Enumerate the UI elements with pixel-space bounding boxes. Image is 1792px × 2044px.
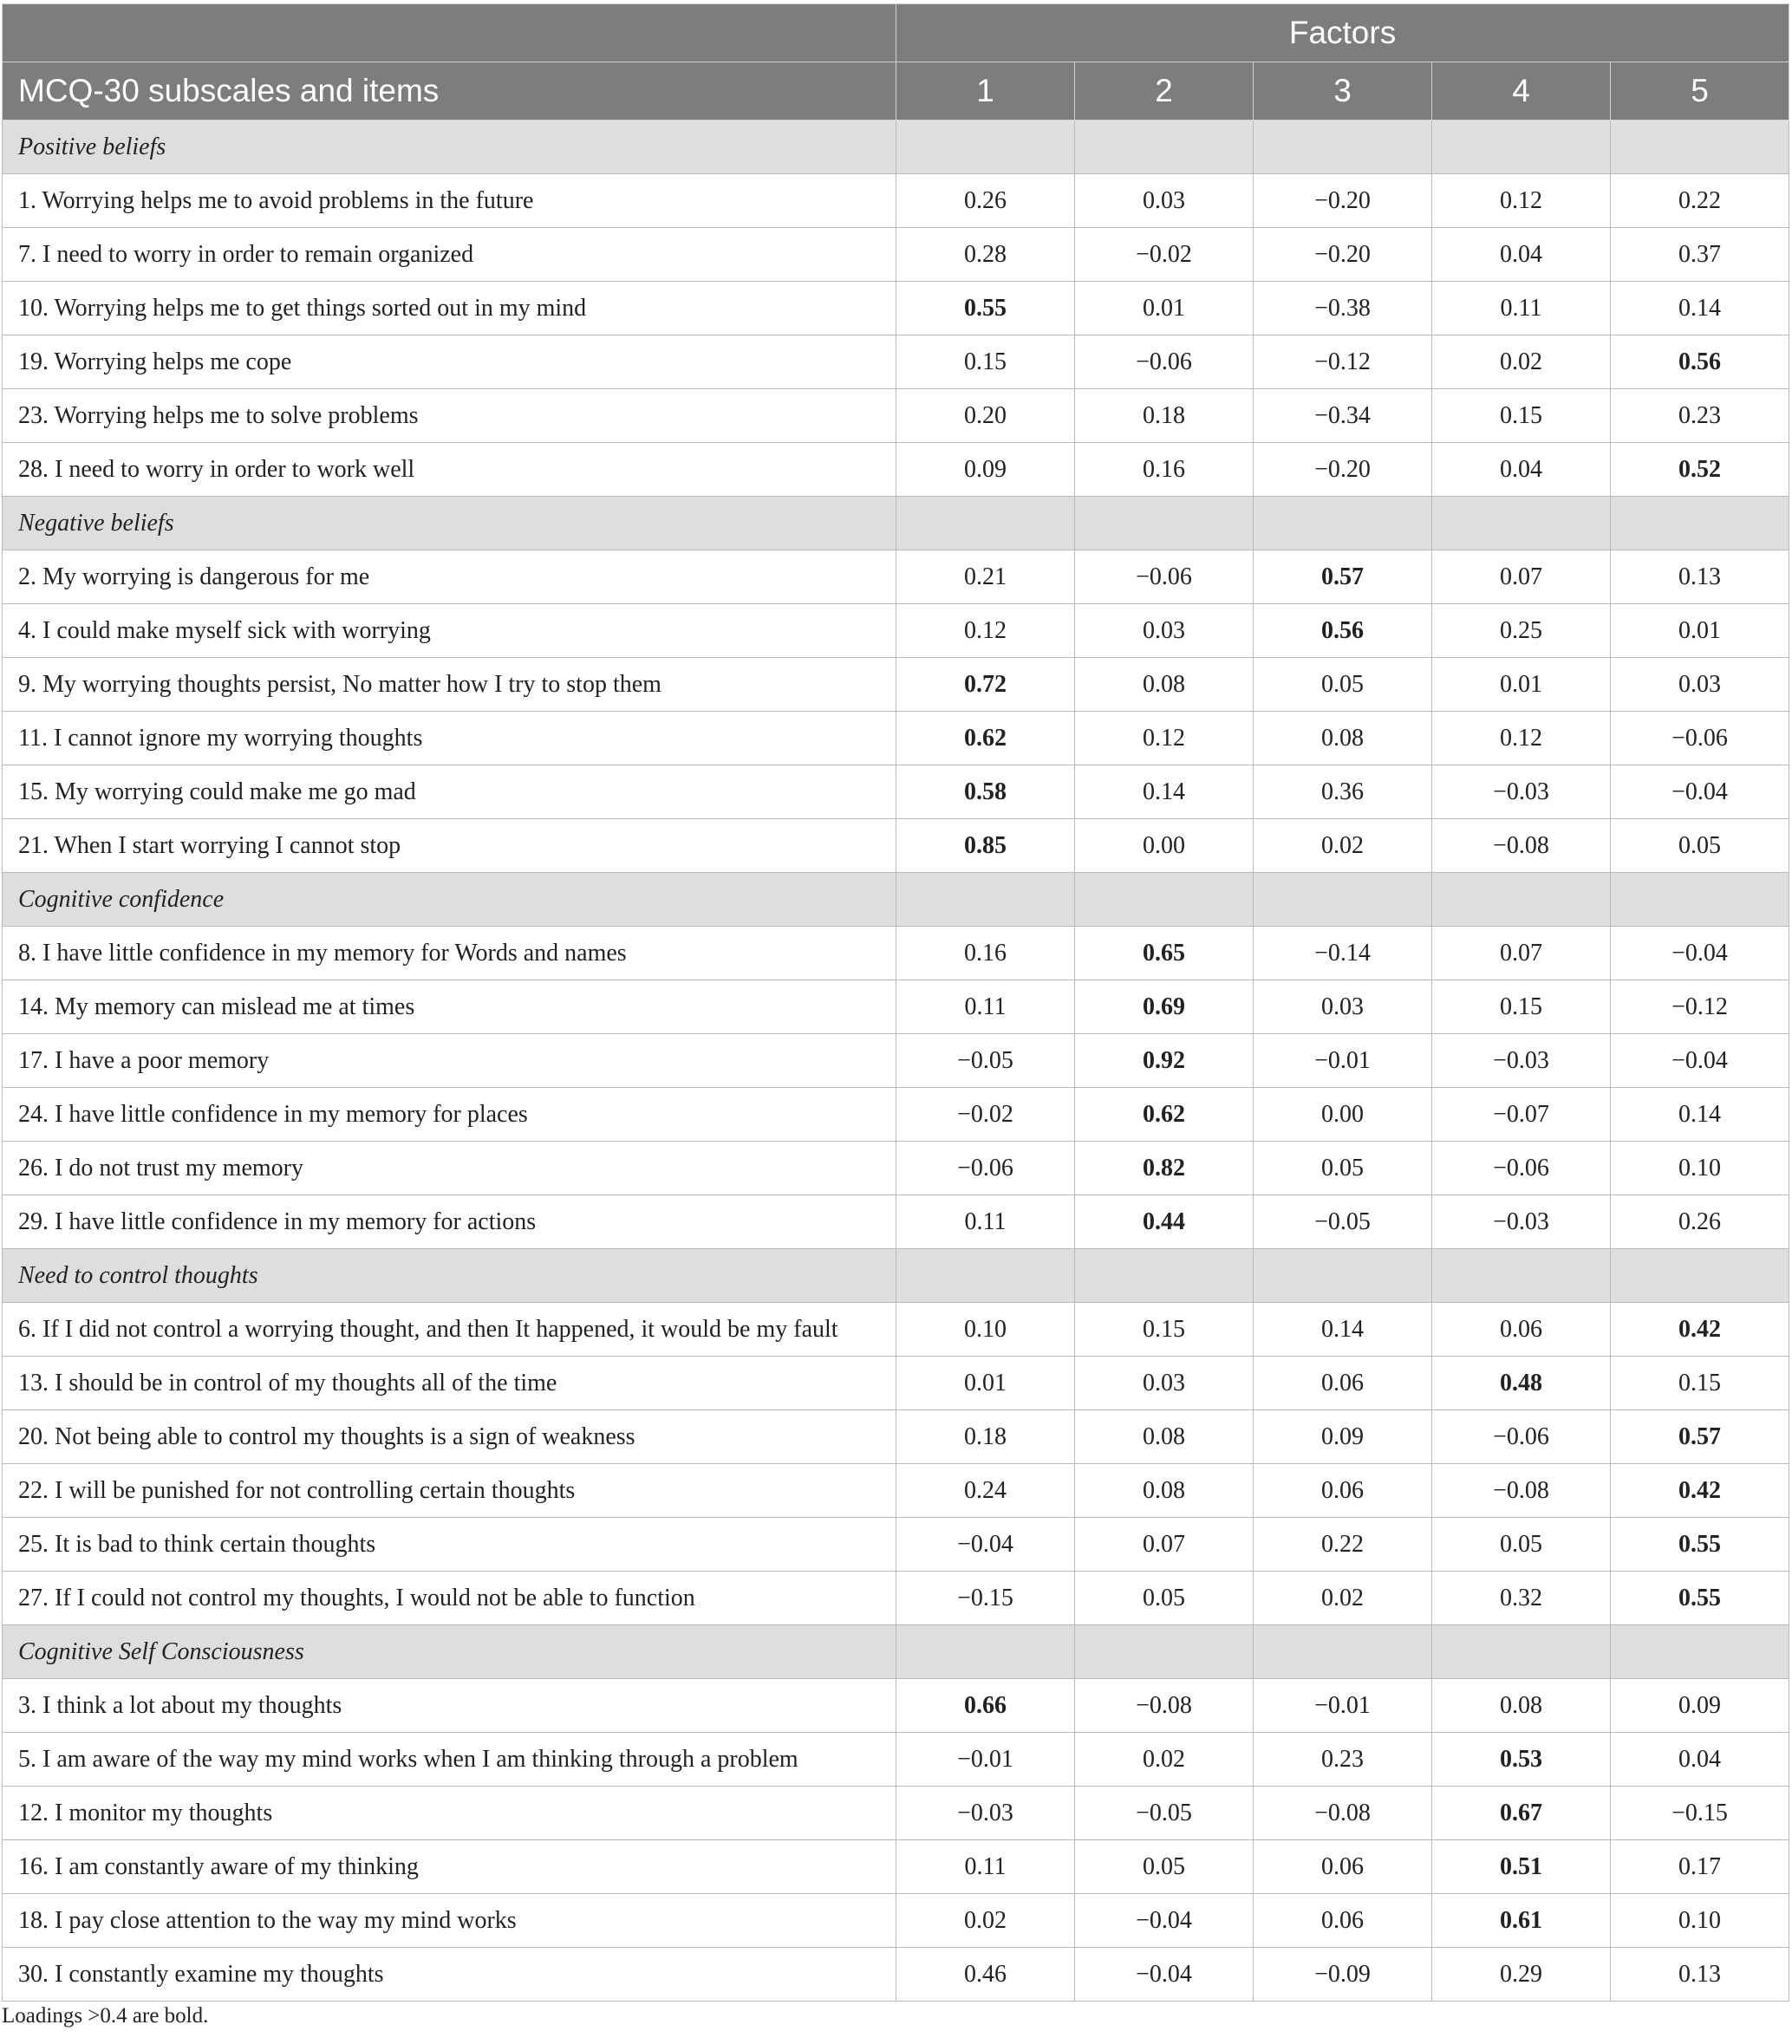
section-empty-cell [1611,1249,1789,1303]
loading-value-factor-4: 0.08 [1432,1679,1611,1733]
loading-value-factor-2: 0.08 [1075,1464,1254,1518]
loading-value-factor-5: 0.01 [1611,604,1789,658]
section-empty-cell [1254,873,1432,927]
item-text: 28. I need to worry in order to work well [3,443,896,497]
table-row [3,1142,1789,1195]
item-text: 12. I monitor my thoughts [3,1787,896,1840]
section-empty-cell [1611,120,1789,174]
loading-value-factor-2: 0.08 [1075,1410,1254,1464]
item-text: 13. I should be in control of my thoughts all of the time [3,1357,896,1410]
loadings-table-container [2,3,1789,2002]
table-row [3,658,1789,712]
loading-value-factor-1: −0.03 [896,1787,1075,1840]
loading-value-factor-1: 0.20 [896,389,1075,443]
loading-value-factor-4: 0.12 [1432,174,1611,228]
item-text: 7. I need to worry in order to remain organized [3,228,896,282]
loading-value-factor-2: 0.18 [1075,389,1254,443]
table-row [3,1518,1789,1572]
loading-value-factor-4: 0.07 [1432,550,1611,604]
section-empty-cell [1254,1249,1432,1303]
item-text: 30. I constantly examine my thoughts [3,1948,896,2002]
loading-value-factor-1: 0.55 [896,282,1075,335]
loading-value-factor-2: 0.07 [1075,1518,1254,1572]
item-text: 3. I think a lot about my thoughts [3,1679,896,1733]
loading-value-factor-3: −0.14 [1254,927,1432,980]
section-row [3,497,1789,550]
loading-value-factor-1: 0.46 [896,1948,1075,2002]
loading-value-factor-4: −0.08 [1432,1464,1611,1518]
loading-value-factor-1: 0.66 [896,1679,1075,1733]
loading-value-factor-4: −0.06 [1432,1410,1611,1464]
section-empty-cell [1075,1625,1254,1679]
table-header [3,4,1789,120]
section-title: Positive beliefs [3,120,896,174]
loading-value-factor-1: 0.16 [896,927,1075,980]
loading-value-factor-3: 0.22 [1254,1518,1432,1572]
loading-value-factor-4: 0.06 [1432,1303,1611,1357]
loading-value-factor-5: 0.04 [1611,1733,1789,1787]
section-empty-cell [1432,497,1611,550]
table-row [3,389,1789,443]
loading-value-factor-1: −0.02 [896,1088,1075,1142]
loading-value-factor-3: −0.09 [1254,1948,1432,2002]
loading-value-factor-2: 0.62 [1075,1088,1254,1142]
loading-value-factor-5: 0.10 [1611,1894,1789,1948]
item-text: 14. My memory can mislead me at times [3,980,896,1034]
table-row [3,1357,1789,1410]
loading-value-factor-1: −0.01 [896,1733,1075,1787]
section-row [3,120,1789,174]
section-title: Cognitive Self Consciousness [3,1625,896,1679]
section-empty-cell [1432,873,1611,927]
loading-value-factor-3: 0.06 [1254,1464,1432,1518]
header-blank-cell [3,4,896,62]
table-row [3,604,1789,658]
section-empty-cell [1075,873,1254,927]
loading-value-factor-2: −0.02 [1075,228,1254,282]
item-text: 15. My worrying could make me go mad [3,765,896,819]
loading-value-factor-5: 0.26 [1611,1195,1789,1249]
item-text: 22. I will be punished for not controlling certain thoughts [3,1464,896,1518]
loading-value-factor-5: 0.17 [1611,1840,1789,1894]
item-text: 27. If I could not control my thoughts, I would not be able to function [3,1572,896,1625]
loading-value-factor-1: 0.15 [896,335,1075,389]
loading-value-factor-5: 0.03 [1611,658,1789,712]
table-body [3,120,1789,2002]
item-text: 23. Worrying helps me to solve problems [3,389,896,443]
item-text: 6. If I did not control a worrying thought, and then It happened, it would be my fault [3,1303,896,1357]
loading-value-factor-3: −0.38 [1254,282,1432,335]
item-text: 2. My worrying is dangerous for me [3,550,896,604]
item-text: 26. I do not trust my memory [3,1142,896,1195]
loading-value-factor-3: −0.20 [1254,174,1432,228]
loading-value-factor-2: 0.02 [1075,1733,1254,1787]
table-row [3,550,1789,604]
loading-value-factor-3: −0.08 [1254,1787,1432,1840]
loading-value-factor-2: 0.14 [1075,765,1254,819]
table-row [3,927,1789,980]
loading-value-factor-3: 0.56 [1254,604,1432,658]
loading-value-factor-3: 0.08 [1254,712,1432,765]
loading-value-factor-2: 0.16 [1075,443,1254,497]
loading-value-factor-3: 0.14 [1254,1303,1432,1357]
loading-value-factor-5: 0.42 [1611,1303,1789,1357]
loading-value-factor-3: −0.20 [1254,443,1432,497]
loading-value-factor-2: 0.03 [1075,1357,1254,1410]
loading-value-factor-4: 0.05 [1432,1518,1611,1572]
loading-value-factor-1: 0.21 [896,550,1075,604]
item-text: 9. My worrying thoughts persist, No matter how I try to stop them [3,658,896,712]
loading-value-factor-2: −0.04 [1075,1948,1254,2002]
loading-value-factor-5: 0.56 [1611,335,1789,389]
section-row [3,1249,1789,1303]
loading-value-factor-3: 0.05 [1254,1142,1432,1195]
loading-value-factor-2: 0.92 [1075,1034,1254,1088]
loading-value-factor-1: 0.85 [896,819,1075,873]
loading-value-factor-5: 0.09 [1611,1679,1789,1733]
table-row [3,1303,1789,1357]
loading-value-factor-1: 0.01 [896,1357,1075,1410]
loading-value-factor-1: 0.02 [896,1894,1075,1948]
loading-value-factor-3: 0.02 [1254,819,1432,873]
item-text: 25. It is bad to think certain thoughts [3,1518,896,1572]
section-empty-cell [896,120,1075,174]
section-title: Need to control thoughts [3,1249,896,1303]
section-empty-cell [1254,1625,1432,1679]
loading-value-factor-1: 0.62 [896,712,1075,765]
loading-value-factor-5: −0.15 [1611,1787,1789,1840]
section-empty-cell [1254,497,1432,550]
loading-value-factor-5: 0.55 [1611,1572,1789,1625]
loading-value-factor-5: −0.04 [1611,765,1789,819]
header-row-factors [3,4,1789,62]
loading-value-factor-5: −0.12 [1611,980,1789,1034]
factor-1-header: 1 [896,62,1075,120]
table-row [3,174,1789,228]
factor-loadings-table [2,3,1789,2002]
loading-value-factor-5: 0.42 [1611,1464,1789,1518]
loading-value-factor-1: 0.12 [896,604,1075,658]
loading-value-factor-5: 0.14 [1611,1088,1789,1142]
loading-value-factor-4: 0.07 [1432,927,1611,980]
loading-value-factor-4: 0.53 [1432,1733,1611,1787]
section-empty-cell [1075,120,1254,174]
loading-value-factor-5: 0.13 [1611,1948,1789,2002]
table-row [3,1787,1789,1840]
item-text: 1. Worrying helps me to avoid problems in the future [3,174,896,228]
loading-value-factor-5: 0.15 [1611,1357,1789,1410]
loading-value-factor-1: −0.15 [896,1572,1075,1625]
loading-value-factor-1: −0.04 [896,1518,1075,1572]
table-row [3,1948,1789,2002]
section-empty-cell [1611,497,1789,550]
table-row [3,1034,1789,1088]
loading-value-factor-4: 0.67 [1432,1787,1611,1840]
section-empty-cell [896,1625,1075,1679]
loading-value-factor-2: 0.12 [1075,712,1254,765]
loading-value-factor-3: 0.23 [1254,1733,1432,1787]
loading-value-factor-1: 0.24 [896,1464,1075,1518]
loading-value-factor-2: 0.69 [1075,980,1254,1034]
loading-value-factor-4: 0.15 [1432,389,1611,443]
loading-value-factor-4: 0.12 [1432,712,1611,765]
loading-value-factor-4: −0.08 [1432,819,1611,873]
loading-value-factor-2: −0.06 [1075,550,1254,604]
loading-value-factor-4: −0.03 [1432,1195,1611,1249]
table-row [3,819,1789,873]
table-row [3,1195,1789,1249]
loading-value-factor-4: 0.25 [1432,604,1611,658]
section-row [3,873,1789,927]
loading-value-factor-5: −0.04 [1611,1034,1789,1088]
loading-value-factor-1: 0.09 [896,443,1075,497]
table-row [3,1410,1789,1464]
loading-value-factor-5: 0.55 [1611,1518,1789,1572]
table-row [3,1464,1789,1518]
factors-header: Factors [896,4,1789,62]
loading-value-factor-4: 0.11 [1432,282,1611,335]
loading-value-factor-3: 0.03 [1254,980,1432,1034]
loading-value-factor-3: −0.12 [1254,335,1432,389]
loading-value-factor-5: 0.57 [1611,1410,1789,1464]
loading-value-factor-5: 0.05 [1611,819,1789,873]
loading-value-factor-4: 0.32 [1432,1572,1611,1625]
item-text: 21. When I start worrying I cannot stop [3,819,896,873]
section-empty-cell [1075,497,1254,550]
loading-value-factor-2: 0.05 [1075,1572,1254,1625]
loading-value-factor-5: 0.14 [1611,282,1789,335]
loading-value-factor-2: 0.05 [1075,1840,1254,1894]
item-text: 16. I am constantly aware of my thinking [3,1840,896,1894]
section-empty-cell [1432,1625,1611,1679]
loading-value-factor-2: 0.01 [1075,282,1254,335]
table-row [3,228,1789,282]
table-row [3,282,1789,335]
loading-value-factor-3: −0.20 [1254,228,1432,282]
loading-value-factor-1: 0.10 [896,1303,1075,1357]
loading-value-factor-4: 0.51 [1432,1840,1611,1894]
loading-value-factor-4: 0.01 [1432,658,1611,712]
section-empty-cell [1611,1625,1789,1679]
loading-value-factor-1: 0.28 [896,228,1075,282]
loading-value-factor-5: 0.22 [1611,174,1789,228]
loading-value-factor-4: 0.02 [1432,335,1611,389]
loading-value-factor-2: 0.82 [1075,1142,1254,1195]
loading-value-factor-5: 0.13 [1611,550,1789,604]
item-text: 29. I have little confidence in my memory for actions [3,1195,896,1249]
section-empty-cell [896,1249,1075,1303]
item-text: 5. I am aware of the way my mind works when I am thinking through a problem [3,1733,896,1787]
loading-value-factor-5: −0.04 [1611,927,1789,980]
loading-value-factor-5: 0.37 [1611,228,1789,282]
factor-4-header: 4 [1432,62,1611,120]
loading-value-factor-2: 0.15 [1075,1303,1254,1357]
loading-value-factor-1: 0.11 [896,1840,1075,1894]
table-row [3,1088,1789,1142]
loading-value-factor-1: 0.58 [896,765,1075,819]
loading-value-factor-2: −0.05 [1075,1787,1254,1840]
loading-value-factor-4: 0.29 [1432,1948,1611,2002]
item-text: 4. I could make myself sick with worrying [3,604,896,658]
loading-value-factor-4: −0.03 [1432,765,1611,819]
item-text: 20. Not being able to control my thoughts is a sign of weakness [3,1410,896,1464]
table-row [3,1894,1789,1948]
item-text: 11. I cannot ignore my worrying thoughts [3,712,896,765]
loading-value-factor-3: −0.05 [1254,1195,1432,1249]
item-column-header: MCQ-30 subscales and items [3,62,896,120]
section-empty-cell [896,497,1075,550]
loading-value-factor-3: 0.06 [1254,1894,1432,1948]
table-row [3,765,1789,819]
item-text: 24. I have little confidence in my memory for places [3,1088,896,1142]
loading-value-factor-2: −0.04 [1075,1894,1254,1948]
loading-value-factor-3: 0.06 [1254,1357,1432,1410]
loading-value-factor-2: 0.65 [1075,927,1254,980]
header-row-columns [3,62,1789,120]
loading-value-factor-3: 0.09 [1254,1410,1432,1464]
table-row [3,443,1789,497]
table-row [3,1572,1789,1625]
loading-value-factor-4: −0.06 [1432,1142,1611,1195]
table-row [3,1733,1789,1787]
loading-value-factor-4: 0.04 [1432,228,1611,282]
factor-5-header: 5 [1611,62,1789,120]
section-empty-cell [896,873,1075,927]
loading-value-factor-2: −0.06 [1075,335,1254,389]
section-empty-cell [1611,873,1789,927]
table-row [3,1679,1789,1733]
loading-value-factor-5: 0.52 [1611,443,1789,497]
item-text: 8. I have little confidence in my memory for Words and names [3,927,896,980]
factor-3-header: 3 [1254,62,1432,120]
loading-value-factor-3: 0.00 [1254,1088,1432,1142]
loading-value-factor-2: 0.00 [1075,819,1254,873]
loading-value-factor-1: 0.18 [896,1410,1075,1464]
loading-value-factor-2: 0.03 [1075,604,1254,658]
loading-value-factor-4: −0.03 [1432,1034,1611,1088]
section-title: Cognitive confidence [3,873,896,927]
loading-value-factor-2: −0.08 [1075,1679,1254,1733]
loading-value-factor-4: 0.61 [1432,1894,1611,1948]
table-row [3,1840,1789,1894]
loading-value-factor-2: 0.03 [1075,174,1254,228]
loading-value-factor-1: 0.11 [896,980,1075,1034]
section-empty-cell [1254,120,1432,174]
loading-value-factor-3: −0.01 [1254,1679,1432,1733]
loading-value-factor-1: −0.05 [896,1034,1075,1088]
loading-value-factor-4: 0.04 [1432,443,1611,497]
loading-value-factor-4: −0.07 [1432,1088,1611,1142]
loading-value-factor-3: 0.57 [1254,550,1432,604]
loading-value-factor-1: 0.11 [896,1195,1075,1249]
loading-value-factor-4: 0.48 [1432,1357,1611,1410]
loading-value-factor-2: 0.08 [1075,658,1254,712]
item-text: 19. Worrying helps me cope [3,335,896,389]
loading-value-factor-5: 0.23 [1611,389,1789,443]
loading-value-factor-3: −0.01 [1254,1034,1432,1088]
section-empty-cell [1075,1249,1254,1303]
loading-value-factor-3: 0.02 [1254,1572,1432,1625]
loading-value-factor-1: −0.06 [896,1142,1075,1195]
loading-value-factor-3: 0.05 [1254,658,1432,712]
section-empty-cell [1432,120,1611,174]
table-row [3,980,1789,1034]
item-text: 17. I have a poor memory [3,1034,896,1088]
factor-2-header: 2 [1075,62,1254,120]
section-row [3,1625,1789,1679]
loading-value-factor-1: 0.72 [896,658,1075,712]
item-text: 10. Worrying helps me to get things sorted out in my mind [3,282,896,335]
section-title: Negative beliefs [3,497,896,550]
loading-value-factor-5: 0.10 [1611,1142,1789,1195]
item-text: 18. I pay close attention to the way my mind works [3,1894,896,1948]
loading-value-factor-3: 0.06 [1254,1840,1432,1894]
loading-value-factor-3: −0.34 [1254,389,1432,443]
loading-value-factor-1: 0.26 [896,174,1075,228]
table-row [3,335,1789,389]
loading-value-factor-4: 0.15 [1432,980,1611,1034]
section-empty-cell [1432,1249,1611,1303]
table-row [3,712,1789,765]
loading-value-factor-3: 0.36 [1254,765,1432,819]
table-footnote: Loadings >0.4 are bold. [2,2004,209,2028]
loading-value-factor-5: −0.06 [1611,712,1789,765]
loading-value-factor-2: 0.44 [1075,1195,1254,1249]
